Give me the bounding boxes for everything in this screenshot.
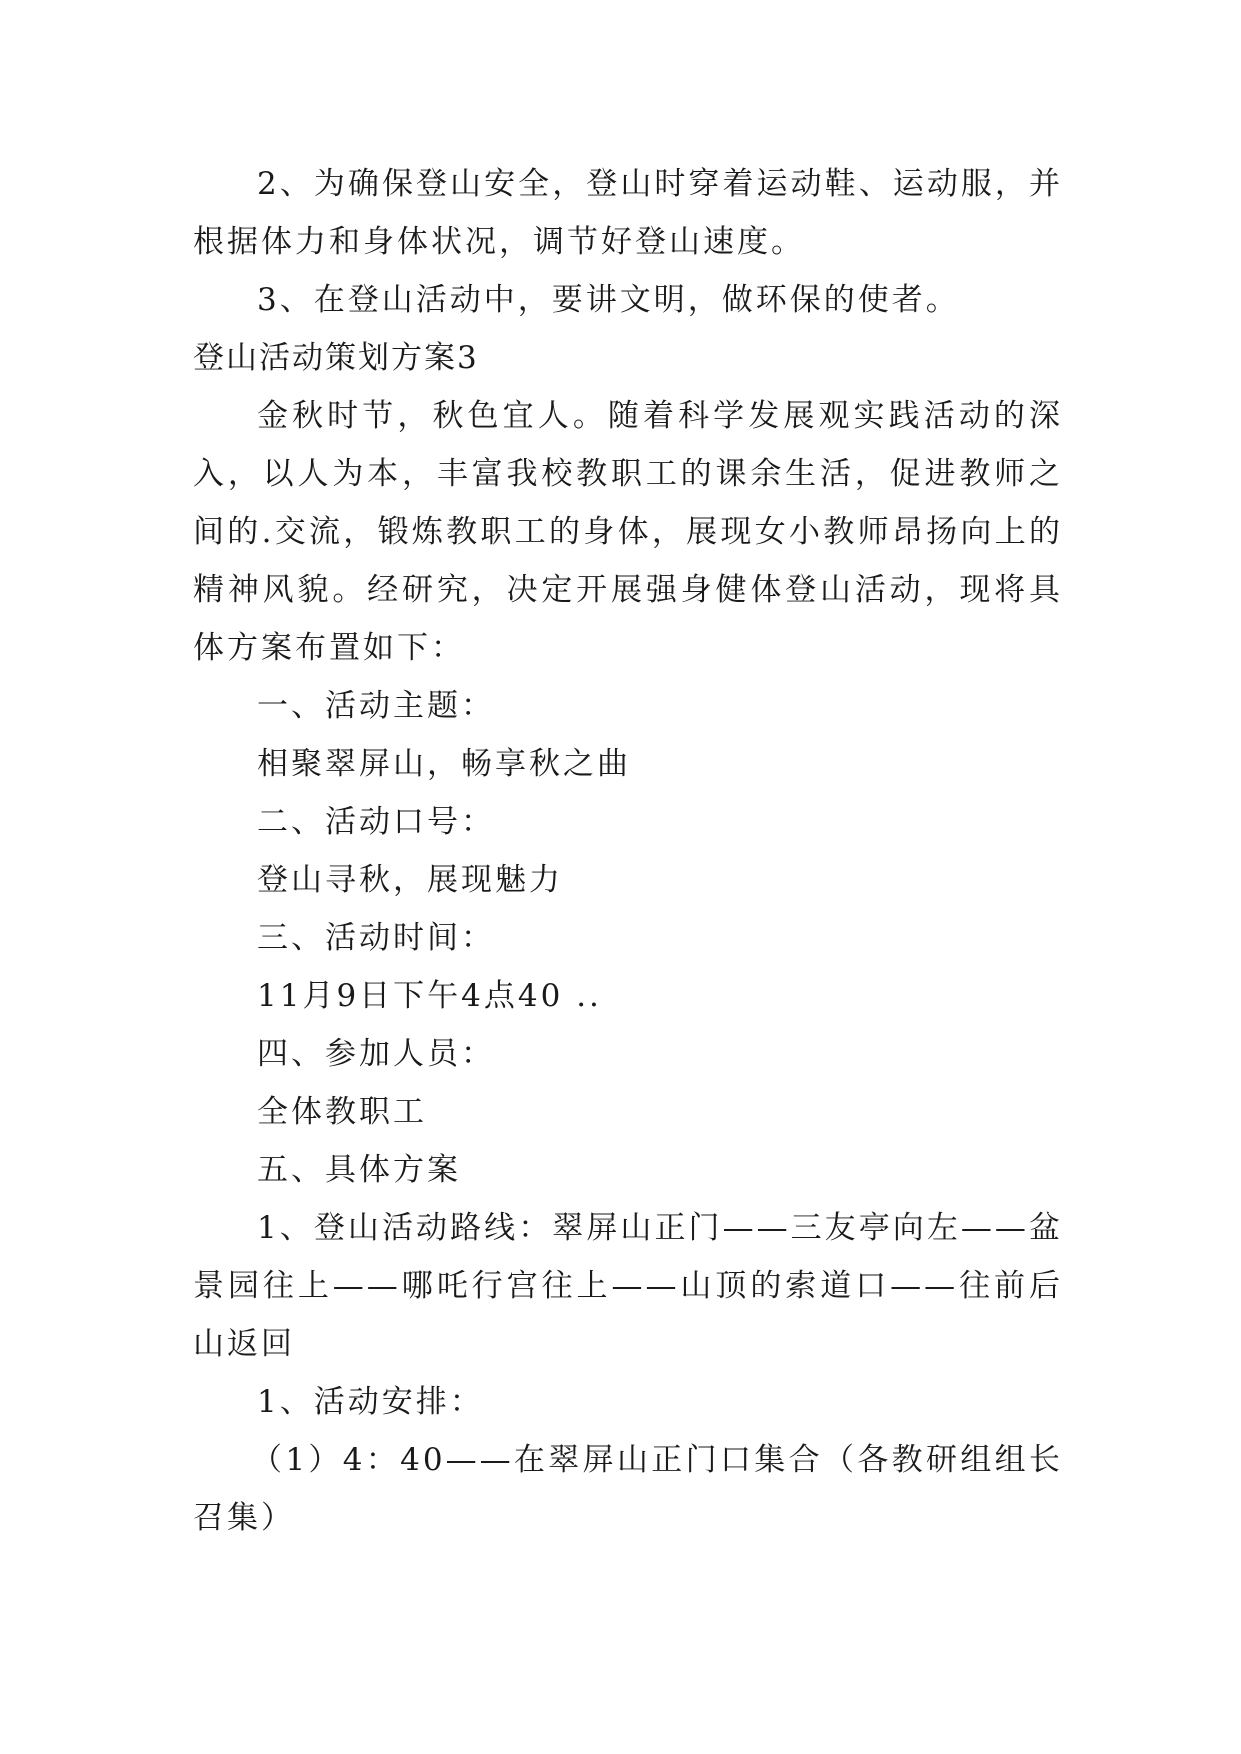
item-schedule-label: 1、活动安排： xyxy=(257,1384,484,1420)
item-participants-value: 全体教职工 xyxy=(257,1094,427,1130)
item-slogan-label: 二、活动口号： xyxy=(257,804,495,840)
item-time-value: 11月9日下午4点40 .. xyxy=(257,978,602,1014)
section-heading: 登山活动策划方案3 xyxy=(193,340,479,376)
paragraph-safety-tip: 2、为确保登山安全，登山时穿着运动鞋、运动服，并根据体力和身体状况，调节好登山速度。 xyxy=(193,166,1063,260)
item-theme-label: 一、活动主题： xyxy=(257,688,495,724)
item-route: 1、登山活动路线：翠屏山正门——三友亭向左——盆景园往上——哪吒行宫往上——山顶的索道口——往前后山返回 xyxy=(193,1210,1063,1362)
item-theme-value: 相聚翠屏山，畅享秋之曲 xyxy=(257,746,631,782)
item-slogan-value: 登山寻秋，展现魅力 xyxy=(257,862,563,898)
item-plan-label: 五、具体方案 xyxy=(257,1152,461,1188)
item-participants-label: 四、参加人员： xyxy=(257,1036,495,1072)
paragraph-intro: 金秋时节，秋色宜人。随着科学发展观实践活动的深入，以人为本，丰富我校教职工的课余生活，促进教师之间的.交流，锻炼教职工的身体，展现女小教师昂扬向上的精神风貌。经研究，决定开展强身健体登山活动，现将具体方案布置如下： xyxy=(193,398,1063,666)
item-schedule-1: （1）4：40——在翠屏山正门口集合（各教研组组长召集） xyxy=(193,1442,1063,1536)
document-body xyxy=(193,155,1063,1547)
item-time-label: 三、活动时间： xyxy=(257,920,495,956)
paragraph-civility-tip: 3、在登山活动中，要讲文明，做环保的使者。 xyxy=(257,282,960,318)
